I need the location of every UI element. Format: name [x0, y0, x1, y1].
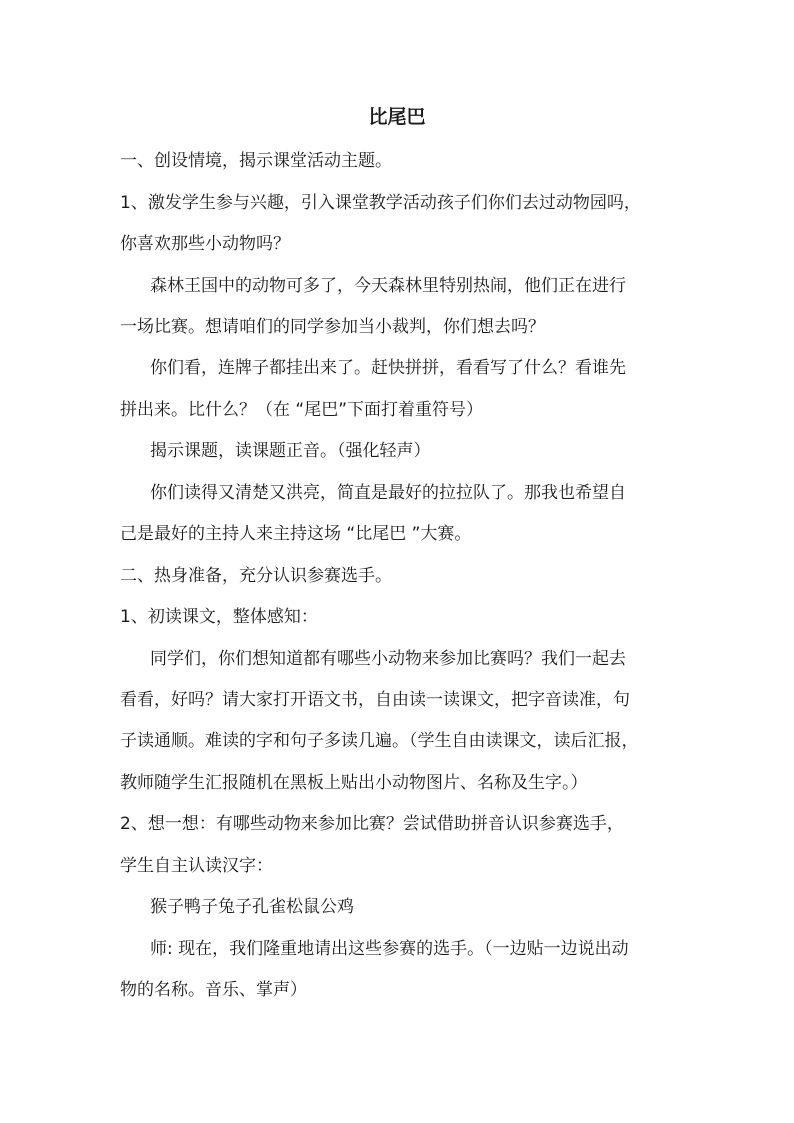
paragraph-line: 师: 现在，我们隆重地请出这些参赛的选手。（一边贴一边说出动 — [150, 939, 629, 959]
document-title: 比尾巴 — [368, 106, 426, 128]
section-heading-2: 二、热身准备，充分认识参赛选手。 — [120, 566, 392, 586]
paragraph-line: 物的名称。音乐、掌声） — [120, 980, 307, 1000]
paragraph-line: 子读通顺。难读的字和句子多读几遍。（学生自由读课文，读后汇报， — [120, 731, 639, 751]
paragraph-line: 揭示课题，读课题正音。（强化轻声） — [150, 441, 431, 461]
paragraph-line: 学生自主认读汉字： — [120, 856, 273, 876]
paragraph-line: 2、想一想：有哪些动物来参加比赛？尝试借助拼音认识参赛选手， — [120, 814, 624, 834]
paragraph-line: 1、初读课文，整体感知： — [120, 607, 318, 627]
paragraph-line: 己是最好的主持人来主持这场 “比尾巴 ”大赛。 — [120, 524, 472, 544]
paragraph-line: 你们看，连牌子都挂出来了。赶快拼拼，看看写了什么？看谁先 — [150, 358, 626, 378]
paragraph-line: 森林王国中的动物可多了，今天森林里特别热闹，他们正在进行 — [150, 276, 626, 296]
paragraph-line: 同学们，你们想知道都有哪些小动物来参加比赛吗？我们一起去 — [150, 649, 626, 669]
paragraph-line: 1、激发学生参与兴趣，引入课堂教学活动孩子们你们去过动物园吗， — [120, 193, 641, 213]
paragraph-line: 看看，好吗？请大家打开语文书，自由读一读课文，把字音读准，句 — [120, 690, 630, 710]
paragraph-line: 你喜欢那些小动物吗？ — [120, 234, 290, 254]
paragraph-line: 一场比赛。想请咱们的同学参加当小裁判，你们想去吗？ — [120, 317, 545, 337]
section-heading-1: 一、创设情境，揭示课堂活动主题。 — [120, 151, 392, 171]
paragraph-line: 你们读得又清楚又洪亮，简直是最好的拉拉队了。那我也希望自 — [150, 483, 626, 503]
paragraph-line: 拼出来。比什么？（在 “尾巴”下面打着重符号） — [120, 400, 484, 420]
character-list-line: 猴子鸭子兔子孔雀松鼠公鸡 — [150, 897, 354, 917]
paragraph-line: 教师随学生汇报随机在黑板上贴出小动物图片、名称及生字。） — [120, 773, 588, 793]
